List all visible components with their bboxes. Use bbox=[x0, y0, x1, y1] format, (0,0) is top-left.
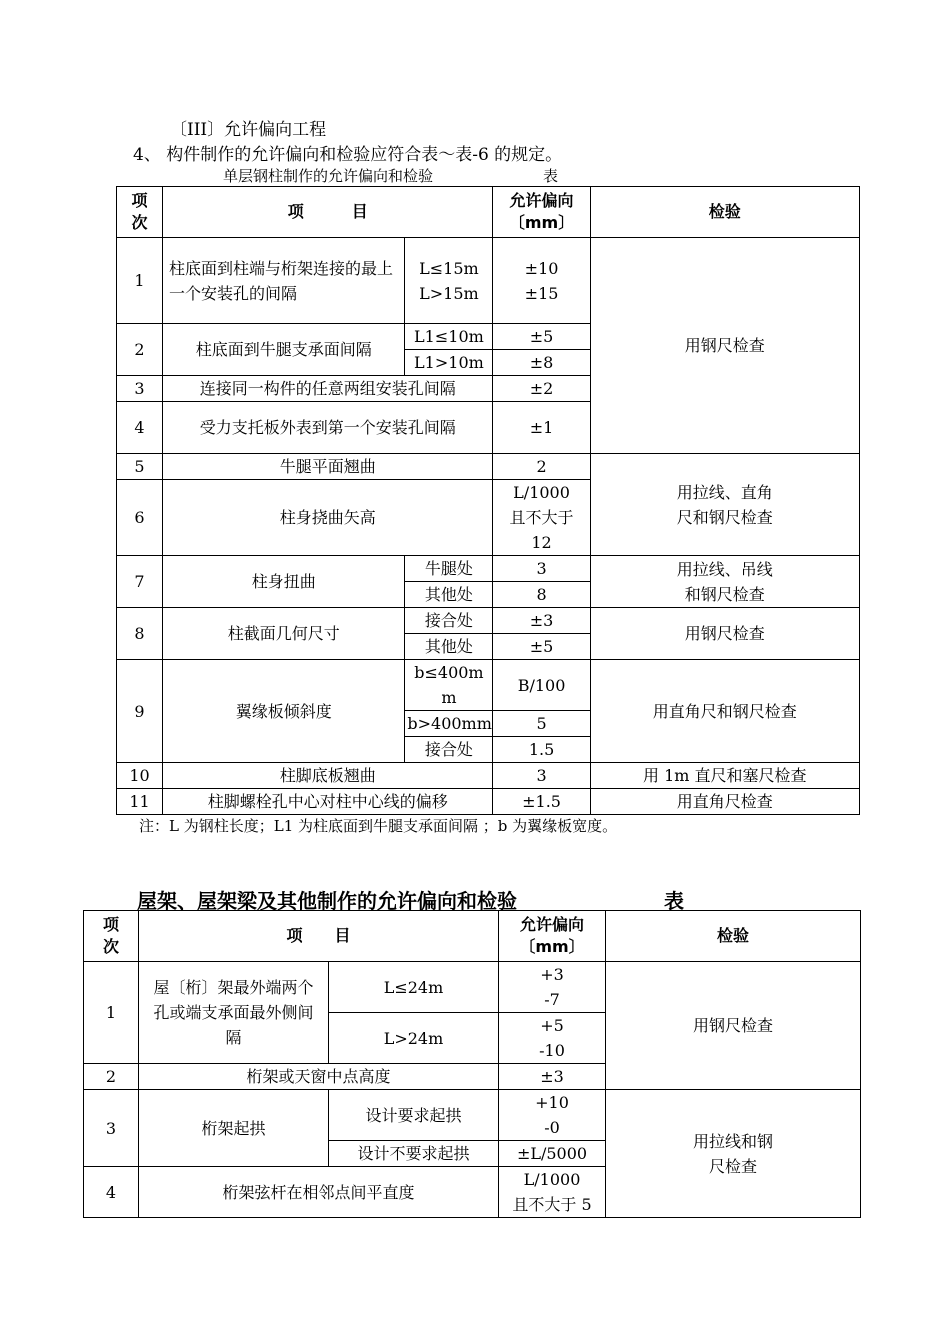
row-condition: b≤400m m bbox=[405, 660, 493, 711]
table2-caption: 屋架、屋架梁及其他制作的允许偏向和检验 bbox=[137, 889, 517, 913]
row-no: 7 bbox=[117, 556, 163, 608]
row-condition: b>400mm bbox=[405, 711, 493, 737]
row-no: 1 bbox=[117, 238, 163, 324]
row-tolerance: ±1 bbox=[493, 402, 590, 454]
table1-note: 注：L 为钢柱长度；L1 为柱底面到牛腿支承面间隔 ；b 为翼缘板宽度。 bbox=[139, 817, 618, 835]
row-no: 4 bbox=[117, 402, 163, 454]
row-check: 用直角尺和钢尺检查 bbox=[590, 660, 859, 763]
header-no: 项 次 bbox=[84, 911, 139, 962]
row-no: 9 bbox=[117, 660, 163, 763]
row-check: 用 1m 直尺和塞尺检查 bbox=[590, 763, 859, 789]
row-no: 4 bbox=[84, 1167, 139, 1218]
row-tolerance: 1.5 bbox=[493, 737, 590, 763]
row-item: 柱截面几何尺寸 bbox=[163, 608, 405, 660]
row-tolerance: ±3 bbox=[499, 1064, 606, 1090]
header-item: 项 目 bbox=[139, 911, 499, 962]
header-check: 检验 bbox=[606, 911, 861, 962]
row-no: 3 bbox=[84, 1090, 139, 1167]
row-tolerance: 8 bbox=[493, 582, 590, 608]
header-check: 检验 bbox=[590, 187, 859, 238]
row-item: 连接同一构件的任意两组安装孔间隔 bbox=[163, 376, 493, 402]
header-tolerance: 允许偏向 〔mm〕 bbox=[499, 911, 606, 962]
row-condition: 接合处 bbox=[405, 737, 493, 763]
row-condition: 牛腿处 bbox=[405, 556, 493, 582]
table-row bbox=[117, 238, 860, 324]
row-item: 桁架或天窗中点高度 bbox=[139, 1064, 499, 1090]
row-no: 10 bbox=[117, 763, 163, 789]
row-item: 牛腿平面翘曲 bbox=[163, 454, 493, 480]
row-item: 桁架弦杆在相邻点间平直度 bbox=[139, 1167, 499, 1218]
row-tolerance: 3 bbox=[493, 556, 590, 582]
row-tolerance: ±10 ±15 bbox=[493, 238, 590, 324]
row-no: 2 bbox=[117, 324, 163, 376]
section-heading: 〔III〕允许偏向工程 bbox=[170, 120, 327, 140]
row-check: 用拉线、直角 尺和钢尺检查 bbox=[590, 454, 859, 556]
row-check: 用钢尺检查 bbox=[590, 238, 859, 454]
row-item: 翼缘板倾斜度 bbox=[163, 660, 405, 763]
table1-caption: 单层钢柱制作的允许偏向和检验 bbox=[223, 167, 434, 185]
row-tolerance: L/1000 且不大于 12 bbox=[493, 480, 590, 556]
row-item: 柱脚螺栓孔中心对柱中心线的偏移 bbox=[163, 789, 493, 815]
row-check: 用钢尺检查 bbox=[606, 962, 861, 1090]
row-condition: 设计不要求起拱 bbox=[329, 1141, 499, 1167]
row-no: 3 bbox=[117, 376, 163, 402]
row-item: 柱底面到牛腿支承面间隔 bbox=[163, 324, 405, 376]
row-tolerance: +3 -7 bbox=[499, 962, 606, 1013]
paragraph: 4、 构件制作的允许偏向和检验应符合表～表-6 的规定。 bbox=[133, 145, 563, 165]
table-header-row bbox=[84, 911, 861, 962]
table-row bbox=[117, 660, 860, 711]
row-item: 柱脚底板翘曲 bbox=[163, 763, 493, 789]
row-check: 用直角尺检查 bbox=[590, 789, 859, 815]
row-item: 柱底面到柱端与桁架连接的最上一个安装孔的间隔 bbox=[163, 238, 405, 324]
row-item: 屋〔桁〕架最外端两个孔或端支承面最外侧间隔 bbox=[139, 962, 329, 1064]
row-tolerance: 5 bbox=[493, 711, 590, 737]
row-condition: 接合处 bbox=[405, 608, 493, 634]
table-row bbox=[117, 763, 860, 789]
table-row bbox=[117, 608, 860, 634]
row-condition: L>24m bbox=[329, 1013, 499, 1064]
header-item: 项 目 bbox=[163, 187, 493, 238]
row-check: 用拉线和钢 尺检查 bbox=[606, 1090, 861, 1218]
row-tolerance: ±8 bbox=[493, 350, 590, 376]
row-tolerance: ±L/5000 bbox=[499, 1141, 606, 1167]
row-condition: 其他处 bbox=[405, 634, 493, 660]
row-condition: L≤15m L>15m bbox=[405, 238, 493, 324]
header-no: 项 次 bbox=[117, 187, 163, 238]
row-no: 1 bbox=[84, 962, 139, 1064]
table2-caption-suffix: 表 bbox=[664, 889, 684, 913]
row-tolerance: ±1.5 bbox=[493, 789, 590, 815]
row-tolerance: +5 -10 bbox=[499, 1013, 606, 1064]
row-no: 6 bbox=[117, 480, 163, 556]
row-tolerance: L/1000 且不大于 5 bbox=[499, 1167, 606, 1218]
row-tolerance: ±3 bbox=[493, 608, 590, 634]
row-tolerance: B/100 bbox=[493, 660, 590, 711]
row-no: 11 bbox=[117, 789, 163, 815]
row-condition: L1≤10m bbox=[405, 324, 493, 350]
table-column-tolerance bbox=[116, 186, 860, 815]
row-condition: 其他处 bbox=[405, 582, 493, 608]
row-item: 柱身扭曲 bbox=[163, 556, 405, 608]
row-condition: 设计要求起拱 bbox=[329, 1090, 499, 1141]
row-no: 2 bbox=[84, 1064, 139, 1090]
table-row bbox=[84, 962, 861, 1013]
row-check: 用拉线、吊线 和钢尺检查 bbox=[590, 556, 859, 608]
table-truss-tolerance bbox=[83, 910, 861, 1218]
row-tolerance: ±5 bbox=[493, 634, 590, 660]
table-row bbox=[117, 556, 860, 582]
row-item: 柱身挠曲矢高 bbox=[163, 480, 493, 556]
row-item: 受力支托板外表到第一个安装孔间隔 bbox=[163, 402, 493, 454]
row-tolerance: 2 bbox=[493, 454, 590, 480]
row-tolerance: +10 -0 bbox=[499, 1090, 606, 1141]
table-row bbox=[117, 454, 860, 480]
row-tolerance: ±2 bbox=[493, 376, 590, 402]
row-tolerance: 3 bbox=[493, 763, 590, 789]
table-row bbox=[84, 1090, 861, 1141]
row-item: 桁架起拱 bbox=[139, 1090, 329, 1167]
table1-caption-suffix: 表 bbox=[543, 167, 559, 185]
row-tolerance: ±5 bbox=[493, 324, 590, 350]
table-header-row bbox=[117, 187, 860, 238]
row-no: 8 bbox=[117, 608, 163, 660]
table-row bbox=[117, 789, 860, 815]
row-condition: L1>10m bbox=[405, 350, 493, 376]
row-check: 用钢尺检查 bbox=[590, 608, 859, 660]
row-no: 5 bbox=[117, 454, 163, 480]
header-tolerance: 允许偏向 〔mm〕 bbox=[493, 187, 590, 238]
row-condition: L≤24m bbox=[329, 962, 499, 1013]
